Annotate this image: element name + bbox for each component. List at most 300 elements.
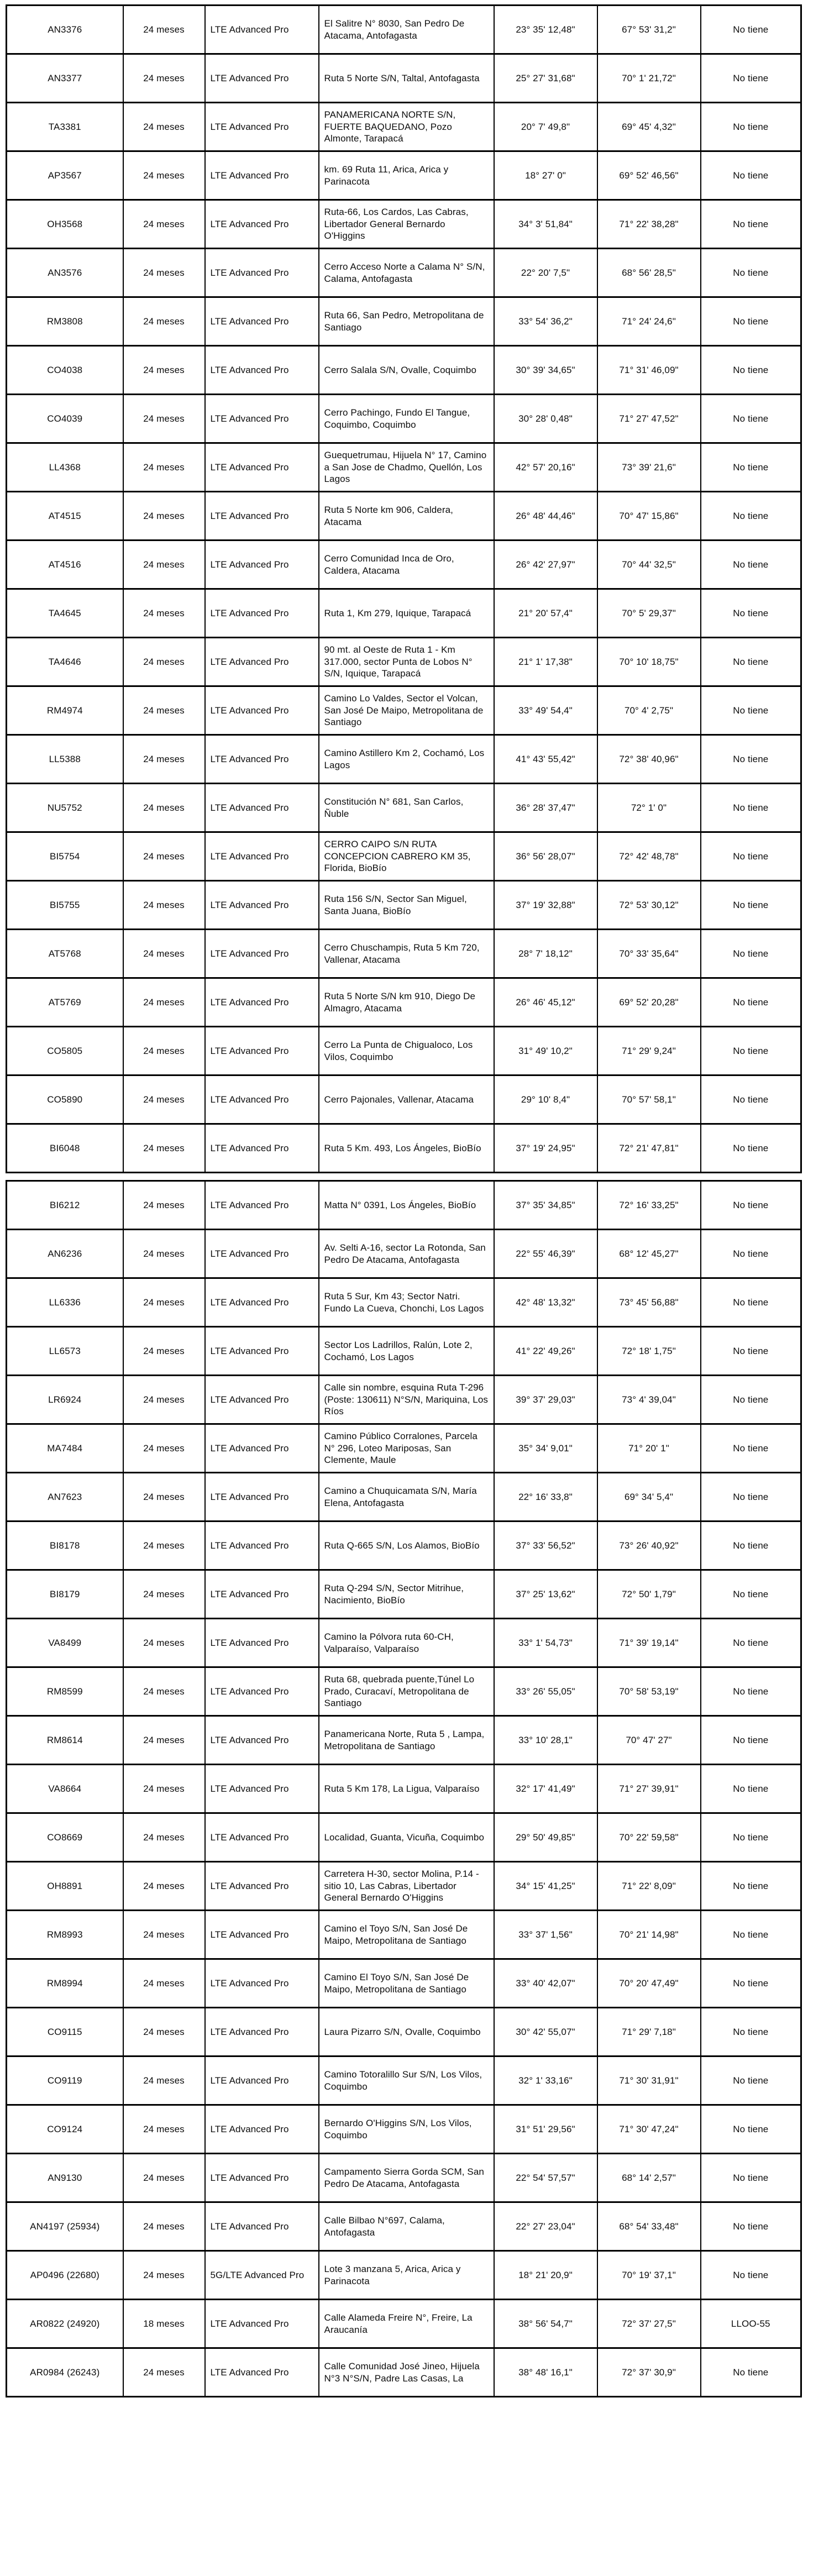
latitude-cell: 33° 1' 54,73"	[494, 1619, 597, 1667]
exemption-cell: No tiene	[701, 443, 801, 492]
latitude-cell: 18° 21' 20,9"	[494, 2251, 597, 2300]
table-row	[7, 978, 801, 1027]
longitude-cell: 73° 39' 21,6"	[597, 443, 701, 492]
technology-cell: LTE Advanced Pro	[205, 2105, 319, 2154]
site-id-cell: RM8994	[7, 1959, 123, 2008]
address-cell: Ruta 1, Km 279, Iquique, Tarapacá	[319, 589, 494, 638]
longitude-cell: 70° 47' 27"	[597, 1716, 701, 1765]
site-id-cell: AR0984 (26243)	[7, 2348, 123, 2397]
technology-cell: LTE Advanced Pro	[205, 1911, 319, 1959]
term-cell: 24 meses	[123, 249, 205, 297]
exemption-cell: No tiene	[701, 1716, 801, 1765]
latitude-cell: 22° 27' 23,04"	[494, 2202, 597, 2251]
table-row	[7, 1181, 801, 1230]
exemption-cell: No tiene	[701, 1027, 801, 1075]
site-id-cell: BI5754	[7, 832, 123, 881]
longitude-cell: 71° 22' 38,28"	[597, 200, 701, 249]
latitude-cell: 22° 55' 46,39"	[494, 1230, 597, 1278]
address-cell: Camino Astillero Km 2, Cochamó, Los Lagos	[319, 735, 494, 784]
table-row	[7, 1027, 801, 1075]
exemption-cell: No tiene	[701, 1124, 801, 1173]
term-cell: 24 meses	[123, 541, 205, 589]
site-id-cell: LL6573	[7, 1327, 123, 1376]
technology-cell: LTE Advanced Pro	[205, 735, 319, 784]
longitude-cell: 73° 26' 40,92"	[597, 1522, 701, 1570]
table-row	[7, 784, 801, 832]
site-id-cell: RM8599	[7, 1667, 123, 1716]
longitude-cell: 68° 12' 45,27"	[597, 1230, 701, 1278]
latitude-cell: 31° 49' 10,2"	[494, 1027, 597, 1075]
technology-cell: LTE Advanced Pro	[205, 249, 319, 297]
address-cell: Cerro La Punta de Chigualoco, Los Vilos, Coquimbo	[319, 1027, 494, 1075]
longitude-cell: 72° 1' 0"	[597, 784, 701, 832]
term-cell: 24 meses	[123, 1278, 205, 1327]
longitude-cell: 70° 57' 58,1"	[597, 1075, 701, 1124]
longitude-cell: 71° 30' 47,24"	[597, 2105, 701, 2154]
technology-cell: LTE Advanced Pro	[205, 395, 319, 443]
exemption-cell: No tiene	[701, 686, 801, 735]
exemption-cell: No tiene	[701, 1278, 801, 1327]
table-row	[7, 2154, 801, 2202]
longitude-cell: 72° 37' 30,9"	[597, 2348, 701, 2397]
table-row	[7, 1813, 801, 1862]
latitude-cell: 41° 22' 49,26"	[494, 1327, 597, 1376]
table-row	[7, 1765, 801, 1813]
address-cell: Camino El Toyo S/N, San José De Maipo, Metropolitana de Santiago	[319, 1959, 494, 2008]
site-id-cell: BI8178	[7, 1522, 123, 1570]
site-id-cell: RM3808	[7, 297, 123, 346]
technology-cell: LTE Advanced Pro	[205, 1424, 319, 1473]
exemption-cell: No tiene	[701, 784, 801, 832]
exemption-cell: No tiene	[701, 638, 801, 686]
term-cell: 24 meses	[123, 1619, 205, 1667]
term-cell: 24 meses	[123, 1813, 205, 1862]
technology-cell: LTE Advanced Pro	[205, 297, 319, 346]
term-cell: 24 meses	[123, 1911, 205, 1959]
technology-cell: LTE Advanced Pro	[205, 103, 319, 151]
technology-cell: LTE Advanced Pro	[205, 1813, 319, 1862]
address-cell: Lote 3 manzana 5, Arica, Arica y Parinacota	[319, 2251, 494, 2300]
exemption-cell: No tiene	[701, 6, 801, 54]
site-id-cell: AN7623	[7, 1473, 123, 1522]
table-row	[7, 1716, 801, 1765]
longitude-cell: 73° 45' 56,88"	[597, 1278, 701, 1327]
exemption-cell: LLOO-55	[701, 2300, 801, 2348]
address-cell: Calle Comunidad José Jineo, Hijuela N°3 N°S/N, Padre Las Casas, La	[319, 2348, 494, 2397]
technology-cell: LTE Advanced Pro	[205, 1181, 319, 1230]
site-id-cell: CO8669	[7, 1813, 123, 1862]
longitude-cell: 70° 44' 32,5"	[597, 541, 701, 589]
longitude-cell: 70° 19' 37,1"	[597, 2251, 701, 2300]
term-cell: 24 meses	[123, 2202, 205, 2251]
table-row	[7, 2202, 801, 2251]
technology-cell: LTE Advanced Pro	[205, 541, 319, 589]
site-id-cell: MA7484	[7, 1424, 123, 1473]
term-cell: 24 meses	[123, 589, 205, 638]
term-cell: 24 meses	[123, 2056, 205, 2105]
table-row	[7, 832, 801, 881]
exemption-cell: No tiene	[701, 103, 801, 151]
latitude-cell: 37° 25' 13,62"	[494, 1570, 597, 1619]
term-cell: 24 meses	[123, 6, 205, 54]
technology-cell: LTE Advanced Pro	[205, 200, 319, 249]
technology-cell: LTE Advanced Pro	[205, 832, 319, 881]
latitude-cell: 37° 35' 34,85"	[494, 1181, 597, 1230]
address-cell: Ruta 5 Km. 493, Los Ángeles, BioBío	[319, 1124, 494, 1173]
site-id-cell: VA8499	[7, 1619, 123, 1667]
term-cell: 24 meses	[123, 1473, 205, 1522]
address-cell: Cerro Pajonales, Vallenar, Atacama	[319, 1075, 494, 1124]
address-cell: Ruta 5 Km 178, La Ligua, Valparaíso	[319, 1765, 494, 1813]
exemption-cell: No tiene	[701, 1424, 801, 1473]
exemption-cell: No tiene	[701, 297, 801, 346]
latitude-cell: 25° 27' 31,68"	[494, 54, 597, 103]
exemption-cell: No tiene	[701, 2008, 801, 2056]
site-id-cell: AT4515	[7, 492, 123, 541]
address-cell: Cerro Pachingo, Fundo El Tangue, Coquimbo, Coquimbo	[319, 395, 494, 443]
longitude-cell: 70° 22' 59,58"	[597, 1813, 701, 1862]
exemption-cell: No tiene	[701, 346, 801, 395]
term-cell: 24 meses	[123, 2154, 205, 2202]
term-cell: 24 meses	[123, 1075, 205, 1124]
technology-cell: LTE Advanced Pro	[205, 1765, 319, 1813]
term-cell: 24 meses	[123, 1424, 205, 1473]
exemption-cell: No tiene	[701, 492, 801, 541]
technology-cell: LTE Advanced Pro	[205, 930, 319, 978]
address-cell: Ruta 5 Norte S/N, Taltal, Antofagasta	[319, 54, 494, 103]
term-cell: 24 meses	[123, 1181, 205, 1230]
term-cell: 24 meses	[123, 1124, 205, 1173]
address-cell: Panamericana Norte, Ruta 5 , Lampa, Metropolitana de Santiago	[319, 1716, 494, 1765]
latitude-cell: 33° 10' 28,1"	[494, 1716, 597, 1765]
latitude-cell: 33° 40' 42,07"	[494, 1959, 597, 2008]
site-id-cell: CO4038	[7, 346, 123, 395]
technology-cell: LTE Advanced Pro	[205, 1376, 319, 1424]
table-row	[7, 297, 801, 346]
latitude-cell: 26° 46' 45,12"	[494, 978, 597, 1027]
site-id-cell: CO9124	[7, 2105, 123, 2154]
latitude-cell: 30° 42' 55,07"	[494, 2008, 597, 2056]
table-row	[7, 151, 801, 200]
site-id-cell: AN3576	[7, 249, 123, 297]
latitude-cell: 26° 42' 27,97"	[494, 541, 597, 589]
address-cell: Ruta-66, Los Cardos, Las Cabras, Libertador General Bernardo O'Higgins	[319, 200, 494, 249]
address-cell: Ruta Q-665 S/N, Los Alamos, BioBío	[319, 1522, 494, 1570]
address-cell: Calle Alameda Freire N°, Freire, La Araucanía	[319, 2300, 494, 2348]
table-row	[7, 1124, 801, 1173]
longitude-cell: 71° 27' 47,52"	[597, 395, 701, 443]
address-cell: Ruta Q-294 S/N, Sector Mitrihue, Nacimiento, BioBío	[319, 1570, 494, 1619]
site-id-cell: LL5388	[7, 735, 123, 784]
address-cell: Ruta 68, quebrada puente,Túnel Lo Prado, Curacaví, Metropolitana de Santiago	[319, 1667, 494, 1716]
site-id-cell: CO5805	[7, 1027, 123, 1075]
technology-cell: LTE Advanced Pro	[205, 638, 319, 686]
site-id-cell: TA4645	[7, 589, 123, 638]
site-id-cell: TA3381	[7, 103, 123, 151]
site-id-cell: AP0496 (22680)	[7, 2251, 123, 2300]
longitude-cell: 71° 24' 24,6"	[597, 297, 701, 346]
longitude-cell: 72° 38' 40,96"	[597, 735, 701, 784]
term-cell: 24 meses	[123, 54, 205, 103]
term-cell: 24 meses	[123, 2251, 205, 2300]
exemption-cell: No tiene	[701, 1327, 801, 1376]
longitude-cell: 72° 37' 27,5"	[597, 2300, 701, 2348]
longitude-cell: 71° 27' 39,91"	[597, 1765, 701, 1813]
site-id-cell: BI6212	[7, 1181, 123, 1230]
table-row	[7, 589, 801, 638]
technology-cell: LTE Advanced Pro	[205, 2154, 319, 2202]
address-cell: Cerro Salala S/N, Ovalle, Coquimbo	[319, 346, 494, 395]
address-cell: CERRO CAIPO S/N RUTA CONCEPCION CABRERO KM 35, Florida, BioBío	[319, 832, 494, 881]
technology-cell: LTE Advanced Pro	[205, 1124, 319, 1173]
exemption-cell: No tiene	[701, 395, 801, 443]
table-row	[7, 1230, 801, 1278]
table-row	[7, 1473, 801, 1522]
latitude-cell: 34° 15' 41,25"	[494, 1862, 597, 1911]
site-id-cell: AN9130	[7, 2154, 123, 2202]
exemption-cell: No tiene	[701, 1911, 801, 1959]
latitude-cell: 21° 1' 17,38"	[494, 638, 597, 686]
longitude-cell: 73° 4' 39,04"	[597, 1376, 701, 1424]
exemption-cell: No tiene	[701, 541, 801, 589]
table-row	[7, 1862, 801, 1911]
exemption-cell: No tiene	[701, 2348, 801, 2397]
term-cell: 24 meses	[123, 1959, 205, 2008]
exemption-cell: No tiene	[701, 1667, 801, 1716]
latitude-cell: 34° 3' 51,84"	[494, 200, 597, 249]
technology-cell: LTE Advanced Pro	[205, 1570, 319, 1619]
longitude-cell: 70° 21' 14,98"	[597, 1911, 701, 1959]
longitude-cell: 68° 14' 2,57"	[597, 2154, 701, 2202]
table-row	[7, 103, 801, 151]
site-id-cell: LL6336	[7, 1278, 123, 1327]
latitude-cell: 22° 20' 7,5"	[494, 249, 597, 297]
table-row	[7, 1667, 801, 1716]
address-cell: PANAMERICANA NORTE S/N, FUERTE BAQUEDANO, Pozo Almonte, Tarapacá	[319, 103, 494, 151]
latitude-cell: 41° 43' 55,42"	[494, 735, 597, 784]
technology-cell: LTE Advanced Pro	[205, 1959, 319, 2008]
address-cell: Calle sin nombre, esquina Ruta T-296 (Poste: 130611) N°S/N, Mariquina, Los Ríos	[319, 1376, 494, 1424]
table-row	[7, 1522, 801, 1570]
longitude-cell: 70° 58' 53,19"	[597, 1667, 701, 1716]
address-cell: Camino Público Corralones, Parcela N° 296, Loteo Mariposas, San Clemente, Maule	[319, 1424, 494, 1473]
table-row	[7, 395, 801, 443]
technology-cell: LTE Advanced Pro	[205, 686, 319, 735]
exemption-cell: No tiene	[701, 2154, 801, 2202]
exemption-cell: No tiene	[701, 1473, 801, 1522]
address-cell: Camino la Pólvora ruta 60-CH, Valparaíso, Valparaíso	[319, 1619, 494, 1667]
table-row	[7, 443, 801, 492]
address-cell: Guequetrumau, Hijuela N° 17, Camino a San Jose de Chadmo, Quellón, Los Lagos	[319, 443, 494, 492]
technology-cell: LTE Advanced Pro	[205, 1667, 319, 1716]
site-id-cell: VA8664	[7, 1765, 123, 1813]
address-cell: Laura Pizarro S/N, Ovalle, Coquimbo	[319, 2008, 494, 2056]
address-cell: Ruta 66, San Pedro, Metropolitana de Santiago	[319, 297, 494, 346]
address-cell: Constitución N° 681, San Carlos, Ñuble	[319, 784, 494, 832]
technology-cell: LTE Advanced Pro	[205, 1027, 319, 1075]
exemption-cell: No tiene	[701, 1765, 801, 1813]
term-cell: 24 meses	[123, 638, 205, 686]
latitude-cell: 21° 20' 57,4"	[494, 589, 597, 638]
table-row	[7, 1619, 801, 1667]
term-cell: 24 meses	[123, 151, 205, 200]
term-cell: 24 meses	[123, 1327, 205, 1376]
term-cell: 24 meses	[123, 784, 205, 832]
table-row	[7, 2348, 801, 2397]
site-id-cell: LR6924	[7, 1376, 123, 1424]
exemption-cell: No tiene	[701, 249, 801, 297]
technology-cell: LTE Advanced Pro	[205, 2056, 319, 2105]
site-id-cell: AP3567	[7, 151, 123, 200]
table-row	[7, 492, 801, 541]
address-cell: Sector Los Ladrillos, Ralún, Lote 2, Cochamó, Los Lagos	[319, 1327, 494, 1376]
address-cell: Ruta 5 Norte km 906, Caldera, Atacama	[319, 492, 494, 541]
site-id-cell: AT4516	[7, 541, 123, 589]
term-cell: 24 meses	[123, 978, 205, 1027]
latitude-cell: 26° 48' 44,46"	[494, 492, 597, 541]
address-cell: Calle Bilbao N°697, Calama, Antofagasta	[319, 2202, 494, 2251]
term-cell: 24 meses	[123, 1027, 205, 1075]
table-row	[7, 1278, 801, 1327]
exemption-cell: No tiene	[701, 1376, 801, 1424]
term-cell: 24 meses	[123, 881, 205, 930]
technology-cell: LTE Advanced Pro	[205, 1278, 319, 1327]
table-row	[7, 638, 801, 686]
technology-cell: LTE Advanced Pro	[205, 2300, 319, 2348]
term-cell: 24 meses	[123, 395, 205, 443]
table-row	[7, 1327, 801, 1376]
site-id-cell: NU5752	[7, 784, 123, 832]
longitude-cell: 71° 20' 1"	[597, 1424, 701, 1473]
address-cell: Camino Totoralillo Sur S/N, Los Vilos, Coquimbo	[319, 2056, 494, 2105]
technology-cell: LTE Advanced Pro	[205, 151, 319, 200]
site-id-cell: AN3376	[7, 6, 123, 54]
longitude-cell: 71° 31' 46,09"	[597, 346, 701, 395]
address-cell: km. 69 Ruta 11, Arica, Arica y Parinacota	[319, 151, 494, 200]
exemption-cell: No tiene	[701, 151, 801, 200]
longitude-cell: 72° 50' 1,79"	[597, 1570, 701, 1619]
term-cell: 24 meses	[123, 2105, 205, 2154]
term-cell: 24 meses	[123, 2348, 205, 2397]
exemption-cell: No tiene	[701, 1619, 801, 1667]
technology-cell: LTE Advanced Pro	[205, 1473, 319, 1522]
site-id-cell: AN6236	[7, 1230, 123, 1278]
latitude-cell: 22° 54' 57,57"	[494, 2154, 597, 2202]
latitude-cell: 30° 28' 0,48"	[494, 395, 597, 443]
address-cell: Bernardo O'Higgins S/N, Los Vilos, Coquimbo	[319, 2105, 494, 2154]
latitude-cell: 31° 51' 29,56"	[494, 2105, 597, 2154]
address-cell: 90 mt. al Oeste de Ruta 1 - Km 317.000, sector Punta de Lobos N° S/N, Iquique, Tarapacá	[319, 638, 494, 686]
site-id-cell: RM8993	[7, 1911, 123, 1959]
site-id-cell: BI5755	[7, 881, 123, 930]
term-cell: 24 meses	[123, 492, 205, 541]
site-id-cell: CO9119	[7, 2056, 123, 2105]
site-id-cell: BI8179	[7, 1570, 123, 1619]
exemption-cell: No tiene	[701, 2105, 801, 2154]
latitude-cell: 20° 7' 49,8"	[494, 103, 597, 151]
site-id-cell: OH3568	[7, 200, 123, 249]
exemption-cell: No tiene	[701, 2251, 801, 2300]
technology-cell: LTE Advanced Pro	[205, 978, 319, 1027]
longitude-cell: 70° 10' 18,75"	[597, 638, 701, 686]
latitude-cell: 32° 1' 33,16"	[494, 2056, 597, 2105]
longitude-cell: 71° 29' 9,24"	[597, 1027, 701, 1075]
term-cell: 24 meses	[123, 443, 205, 492]
address-cell: Carretera H-30, sector Molina, P.14 - sitio 10, Las Cabras, Libertador General Bernardo O'Higgins	[319, 1862, 494, 1911]
term-cell: 24 meses	[123, 2008, 205, 2056]
term-cell: 24 meses	[123, 832, 205, 881]
longitude-cell: 72° 42' 48,78"	[597, 832, 701, 881]
latitude-cell: 35° 34' 9,01"	[494, 1424, 597, 1473]
latitude-cell: 30° 39' 34,65"	[494, 346, 597, 395]
table-row	[7, 2056, 801, 2105]
latitude-cell: 37° 19' 32,88"	[494, 881, 597, 930]
term-cell: 24 meses	[123, 1765, 205, 1813]
term-cell: 24 meses	[123, 1716, 205, 1765]
technology-cell: LTE Advanced Pro	[205, 1075, 319, 1124]
exemption-cell: No tiene	[701, 1181, 801, 1230]
address-cell: Ruta 5 Norte S/N km 910, Diego De Almagro, Atacama	[319, 978, 494, 1027]
address-cell: Av. Selti A-16, sector La Rotonda, San Pedro De Atacama, Antofagasta	[319, 1230, 494, 1278]
address-cell: Cerro Acceso Norte a Calama N° S/N, Calama, Antofagasta	[319, 249, 494, 297]
technology-cell: LTE Advanced Pro	[205, 1230, 319, 1278]
latitude-cell: 37° 33' 56,52"	[494, 1522, 597, 1570]
table-row	[7, 686, 801, 735]
longitude-cell: 71° 29' 7,18"	[597, 2008, 701, 2056]
technology-cell: LTE Advanced Pro	[205, 443, 319, 492]
site-id-cell: CO9115	[7, 2008, 123, 2056]
exemption-cell: No tiene	[701, 2202, 801, 2251]
table-row	[7, 930, 801, 978]
latitude-cell: 36° 28' 37,47"	[494, 784, 597, 832]
longitude-cell: 72° 18' 1,75"	[597, 1327, 701, 1376]
address-cell: Cerro Chuschampis, Ruta 5 Km 720, Vallenar, Atacama	[319, 930, 494, 978]
exemption-cell: No tiene	[701, 881, 801, 930]
longitude-cell: 70° 4' 2,75"	[597, 686, 701, 735]
technology-cell: LTE Advanced Pro	[205, 1862, 319, 1911]
latitude-cell: 38° 56' 54,7"	[494, 2300, 597, 2348]
table-row	[7, 1570, 801, 1619]
exemption-cell: No tiene	[701, 2056, 801, 2105]
term-cell: 24 meses	[123, 1522, 205, 1570]
address-cell: Cerro Comunidad Inca de Oro, Caldera, Atacama	[319, 541, 494, 589]
site-id-cell: AR0822 (24920)	[7, 2300, 123, 2348]
latitude-cell: 22° 16' 33,8"	[494, 1473, 597, 1522]
latitude-cell: 29° 50' 49,85"	[494, 1813, 597, 1862]
site-id-cell: AN4197 (25934)	[7, 2202, 123, 2251]
technology-cell: LTE Advanced Pro	[205, 2202, 319, 2251]
site-id-cell: OH8891	[7, 1862, 123, 1911]
exemption-cell: No tiene	[701, 1862, 801, 1911]
exemption-cell: No tiene	[701, 54, 801, 103]
latitude-cell: 42° 57' 20,16"	[494, 443, 597, 492]
address-cell: Camino a Chuquicamata S/N, María Elena, Antofagasta	[319, 1473, 494, 1522]
latitude-cell: 39° 37' 29,03"	[494, 1376, 597, 1424]
table-row	[7, 1376, 801, 1424]
table-row	[7, 1911, 801, 1959]
technology-cell: LTE Advanced Pro	[205, 492, 319, 541]
address-cell: Camino Lo Valdes, Sector el Volcan, San José De Maipo, Metropolitana de Santiago	[319, 686, 494, 735]
latitude-cell: 38° 48' 16,1"	[494, 2348, 597, 2397]
table-row	[7, 2008, 801, 2056]
technology-cell: LTE Advanced Pro	[205, 1522, 319, 1570]
site-id-cell: BI6048	[7, 1124, 123, 1173]
longitude-cell: 71° 30' 31,91"	[597, 2056, 701, 2105]
technology-cell: LTE Advanced Pro	[205, 6, 319, 54]
term-cell: 24 meses	[123, 103, 205, 151]
exemption-cell: No tiene	[701, 1075, 801, 1124]
exemption-cell: No tiene	[701, 1522, 801, 1570]
